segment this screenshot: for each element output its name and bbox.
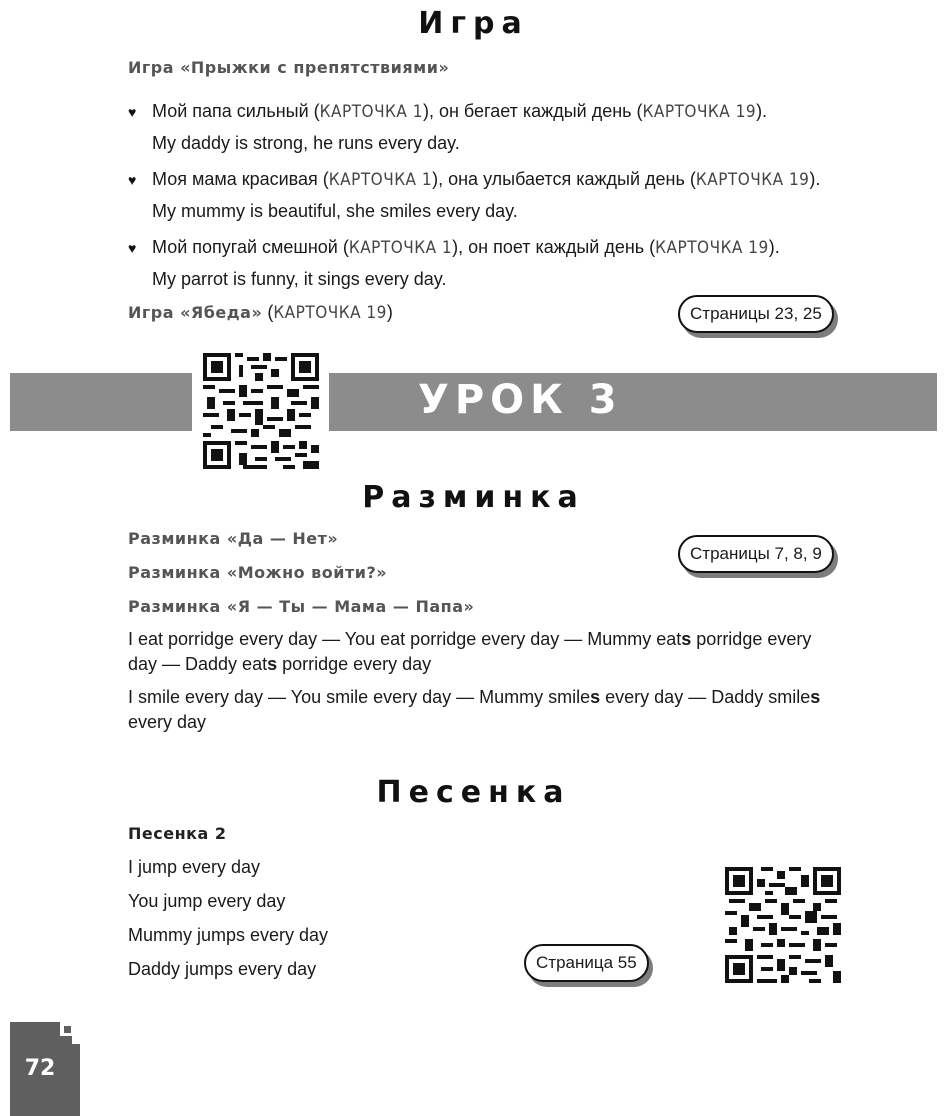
game-item-en: My mummy is beautiful, she smiles every day.	[152, 201, 518, 221]
warmup-porridge-chant: I eat porridge every day — You eat porridge every day — Mummy eats porridge every day — Daddy eats porridge every day	[128, 629, 812, 674]
warmup-title-1: Разминка «Да — Нет»	[128, 529, 339, 548]
warmup-smile-chant: I smile every day — You smile every day — Mummy smiles every day — Daddy smiles every day	[128, 687, 821, 732]
card-ref: КАРТОЧКА 19	[273, 303, 387, 323]
warmup-title-3: Разминка «Я — Ты — Мама — Папа»	[128, 597, 475, 616]
song-line-4: Daddy jumps every day	[128, 959, 317, 979]
game-heading: Игра	[418, 6, 529, 41]
song-title: Песенка 2	[128, 824, 227, 843]
page-tab-pixel	[64, 1026, 71, 1033]
qr-code-lesson-icon	[203, 353, 319, 469]
song-line-1: I jump every day	[128, 857, 261, 877]
game1-title: Игра «Прыжки с препятствиями»	[128, 58, 450, 77]
banner-stripe-left	[10, 373, 192, 431]
card-ref: КАРТОЧКА 1	[348, 238, 453, 258]
card-ref: КАРТОЧКА 1	[328, 170, 433, 190]
card-ref: КАРТОЧКА 1	[319, 102, 423, 122]
song-line-2: You jump every day	[128, 891, 286, 911]
page-tab-notch-2	[72, 1036, 80, 1044]
song-line-3: Mummy jumps every day	[128, 925, 329, 945]
page-number-tab	[10, 1022, 80, 1116]
warmup-heading: Разминка	[362, 480, 585, 515]
warmup-title-2: Разминка «Можно войти?»	[128, 563, 388, 582]
game2-line: Игра «Ябеда» (КАРТОЧКА 19)	[128, 302, 393, 323]
game-item-en: My parrot is funny, it sings every day.	[152, 269, 447, 289]
game-item-en: My daddy is strong, he runs every day.	[152, 133, 460, 153]
card-ref: КАРТОЧКА 19	[655, 238, 769, 258]
game2-title: Игра «Ябеда»	[128, 303, 263, 322]
song-heading: Песенка	[376, 775, 571, 810]
qr-code-song-icon	[725, 867, 841, 983]
page-number: 72	[24, 1056, 56, 1081]
pages-badge-55: Страница 55	[524, 944, 649, 982]
heart-bullet-icon: ♥	[128, 172, 137, 188]
heart-bullet-icon: ♥	[128, 240, 137, 256]
lesson-title: УРОК 3	[418, 377, 623, 423]
pages-badge-23-25: Страницы 23, 25	[678, 295, 834, 333]
card-ref: КАРТОЧКА 19	[695, 170, 810, 190]
heart-bullet-icon: ♥	[128, 104, 137, 120]
pages-badge-7-8-9: Страницы 7, 8, 9	[678, 535, 834, 573]
card-ref: КАРТОЧКА 19	[642, 102, 757, 122]
